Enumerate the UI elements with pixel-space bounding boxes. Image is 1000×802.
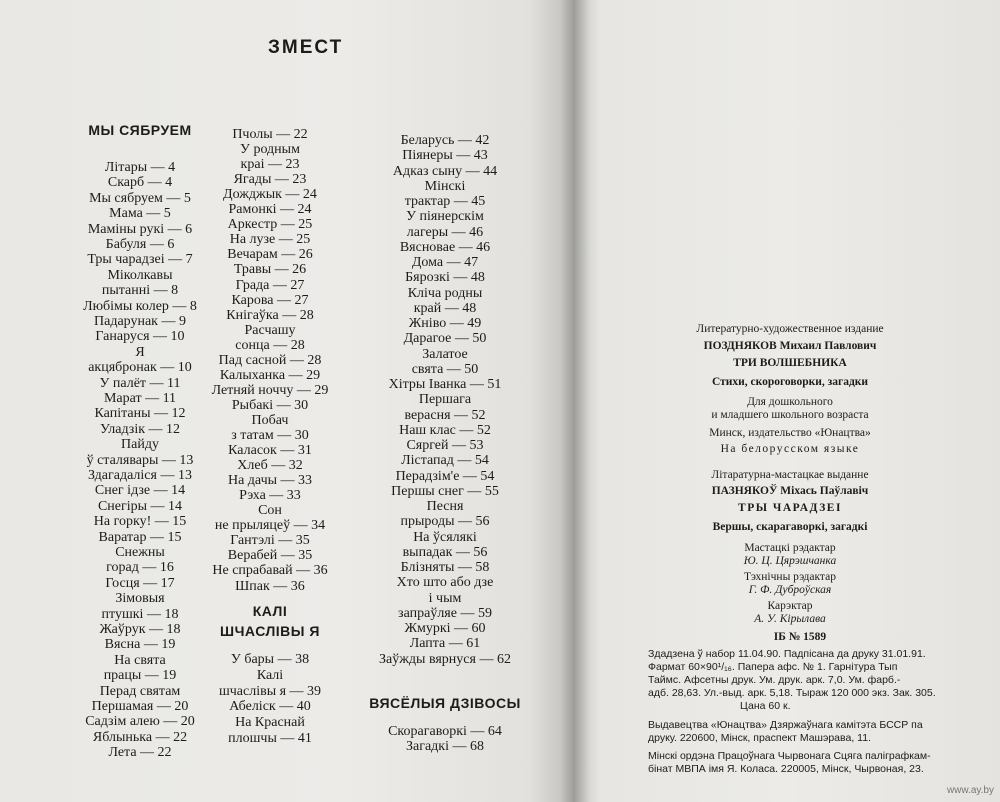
toc-entry: Карова — 27 xyxy=(231,293,309,308)
toc-entry: Калыханка — 29 xyxy=(219,368,321,383)
toc-entry: Жніво — 49 xyxy=(408,316,482,331)
toc-entry: Дожджык — 24 xyxy=(223,187,317,202)
imprint-tech-4: адб. 28,63. Ул.-выд. арк. 5,18. Тыраж 120 000 экз. Зак. 305. xyxy=(648,687,936,699)
toc-entry: свята — 50 xyxy=(411,362,479,377)
toc-entry: Аркестр — 25 xyxy=(227,217,313,232)
toc-entry: У бары — 38 xyxy=(230,652,310,667)
toc-entry: Любімы колер — 8 xyxy=(83,299,197,314)
imprint-ru-lang: На белорусском языке xyxy=(720,443,860,455)
toc-entry: Бабуля — 6 xyxy=(105,237,175,252)
toc-entry: Кнігаўка — 28 xyxy=(226,308,314,323)
toc-entry: Жмуркі — 60 xyxy=(404,621,486,636)
toc-entry: Здагадаліся — 13 xyxy=(88,468,192,483)
toc-entry: Яблынька — 22 xyxy=(92,730,188,745)
toc-entry: Маміны рукі — 6 xyxy=(87,222,193,237)
toc-entry: Калі xyxy=(256,668,284,683)
toc-entry: Дома — 47 xyxy=(411,255,479,270)
toc-entry: прыроды — 56 xyxy=(400,514,490,529)
imprint-ru-author: ПОЗДНЯКОВ Михаил Павлович xyxy=(703,340,877,352)
toc-entry: Не спрабавай — 36 xyxy=(212,563,328,578)
toc-entry: На горку! — 15 xyxy=(93,514,187,529)
toc-entry: На Краснай xyxy=(235,715,305,730)
toc-entry: Кліча родны xyxy=(407,286,483,301)
toc-entry: Хлеб — 32 xyxy=(237,458,303,473)
imprint-tech-2: Фармат 60×90¹/₁₆. Папера афс. № 1. Гарнітура Тып xyxy=(648,661,898,673)
toc-entry: Вясна — 19 xyxy=(104,637,176,652)
toc-entry: не прыляцеў — 34 xyxy=(214,518,326,533)
toc-entry: У піянерскім xyxy=(406,209,484,224)
imprint-ru-type: Литературно-художественное издание xyxy=(696,323,884,335)
imprint-proofreader: А. У. Кірылава xyxy=(754,613,826,625)
toc-entry: На дачы — 33 xyxy=(227,473,313,488)
toc-entry: Загадкі — 68 xyxy=(406,739,484,754)
imprint-tech-editor: Г. Ф. Дуброўская xyxy=(748,584,832,596)
toc-entry: Мінскі xyxy=(424,179,466,194)
toc-entry: Бярозкі — 48 xyxy=(405,270,485,285)
toc-entry: і чым xyxy=(428,591,462,606)
section-heading: ВЯСЁЛЫЯ ДЗІВОСЫ xyxy=(369,695,521,711)
watermark: www.ay.by xyxy=(946,785,994,796)
toc-entry: Побач xyxy=(251,413,289,428)
toc-entry: Міколкавы xyxy=(107,268,173,283)
toc-entry: акцябронак — 10 xyxy=(88,360,192,375)
toc-entry: Лапта — 61 xyxy=(409,636,481,651)
imprint-tech-1: Здадзена ў набор 11.04.90. Падпісана да друку 31.01.91. xyxy=(648,648,926,660)
toc-entry: Скорагаворкі — 64 xyxy=(388,724,502,739)
toc-entry: Снегіры — 14 xyxy=(97,499,183,514)
imprint-proofreader-label: Карэктар xyxy=(767,600,813,612)
section-heading: КАЛІ xyxy=(252,603,288,619)
toc-entry: Рыбакі — 30 xyxy=(231,398,309,413)
toc-entry: Перадзім'е — 54 xyxy=(395,469,495,484)
book-spine xyxy=(560,0,590,802)
toc-entry: запраўляе — 59 xyxy=(398,606,492,621)
toc-entry: краі — 23 xyxy=(240,157,300,172)
toc-entry: Рэха — 33 xyxy=(239,488,301,503)
toc-entry: Вечарам — 26 xyxy=(227,247,313,262)
toc-entry: трактар — 45 xyxy=(404,194,486,209)
toc-entry: Сяргей — 53 xyxy=(406,438,484,453)
toc-entry: Капітаны — 12 xyxy=(94,406,186,421)
toc-entry: Пад сасной — 28 xyxy=(218,353,322,368)
toc-entry: з татам — 30 xyxy=(231,428,309,443)
imprint-printer-2: бінат МВПА імя Я. Коласа. 220005, Мінск, Чырвоная, 23. xyxy=(648,763,924,775)
toc-entry: Песня xyxy=(426,499,464,514)
toc-entry: Перад святам xyxy=(99,684,181,699)
toc-entry: Першамая — 20 xyxy=(91,699,189,714)
toc-entry: шчаслівы я — 39 xyxy=(218,684,322,699)
toc-entry: сонца — 28 xyxy=(235,338,305,353)
imprint-by-title: ТРЫ ЧАРАДЗЕІ xyxy=(738,502,842,514)
toc-entry: Каласок — 31 xyxy=(228,443,312,458)
toc-entry: Марат — 11 xyxy=(103,391,177,406)
toc-entry: Дарагое — 50 xyxy=(403,331,487,346)
toc-entry: Я xyxy=(135,345,145,360)
toc-entry: На свята xyxy=(114,653,166,668)
toc-entry: Снежны xyxy=(115,545,165,560)
toc-entry: Садзім алею — 20 xyxy=(85,714,195,729)
toc-entry: Мама — 5 xyxy=(109,206,171,221)
imprint-ru-title: ТРИ ВОЛШЕБНИКА xyxy=(733,357,847,369)
toc-entry: Сон xyxy=(258,503,282,518)
toc-entry: Хто што або дзе xyxy=(396,575,494,590)
imprint-ru-genre: Стихи, скороговорки, загадки xyxy=(711,376,869,388)
toc-entry: выпадак — 56 xyxy=(402,545,488,560)
toc-entry: ў сталявары — 13 xyxy=(86,453,194,468)
page-title: ЗМЕСТ xyxy=(268,37,344,58)
toc-entry: Госця — 17 xyxy=(105,576,175,591)
toc-entry: Верабей — 35 xyxy=(227,548,313,563)
imprint-ib-number: ІБ № 1589 xyxy=(773,631,827,643)
toc-entry: Беларусь — 42 xyxy=(400,133,490,148)
toc-entry: На лузе — 25 xyxy=(229,232,311,247)
imprint-by-author: ПАЗНЯКОЎ Міхась Паўлавіч xyxy=(711,485,869,497)
toc-entry: Заўжды вярнуся — 62 xyxy=(379,652,511,667)
toc-entry: Літары — 4 xyxy=(104,160,176,175)
toc-entry: плошчы — 41 xyxy=(228,731,312,746)
toc-entry: Скарб — 4 xyxy=(107,175,173,190)
toc-entry: Лістапад — 54 xyxy=(401,453,489,468)
toc-entry: Зімовыя xyxy=(115,591,165,606)
toc-entry: Абеліск — 40 xyxy=(229,699,311,714)
toc-entry: Пчолы — 22 xyxy=(232,127,308,142)
toc-entry: На ўсялякі xyxy=(413,530,477,545)
toc-entry: Рамонкі — 24 xyxy=(228,202,312,217)
imprint-art-editor: Ю. Ц. Цярэшчанка xyxy=(743,555,837,567)
toc-entry: Блізняты — 58 xyxy=(400,560,490,575)
toc-entry: Падарунак — 9 xyxy=(94,314,186,329)
toc-entry: працы — 19 xyxy=(103,668,177,683)
toc-entry: Залатое xyxy=(422,347,468,362)
imprint-by-genre: Вершы, скарагаворкі, загадкі xyxy=(712,521,868,533)
imprint-art-editor-label: Мастацкі рэдактар xyxy=(744,542,836,554)
toc-entry: Ганаруся — 10 xyxy=(95,329,185,344)
toc-entry: Мы сябруем — 5 xyxy=(89,191,191,206)
toc-entry: верасня — 52 xyxy=(404,408,486,423)
toc-entry: Пайду xyxy=(121,437,159,452)
imprint-printer-1: Мінскі ордэна Працоўнага Чырвонага Сцяга паліграфкам- xyxy=(648,750,931,762)
toc-entry: Першы снег — 55 xyxy=(391,484,499,499)
toc-entry: Варатар — 15 xyxy=(98,530,182,545)
toc-entry: У родным xyxy=(240,142,300,157)
imprint-tech-5: Цана 60 к. xyxy=(740,700,791,712)
imprint-by-type: Літаратурна-мастацкае выданне xyxy=(711,469,869,481)
toc-entry: Уладзік — 12 xyxy=(99,422,181,437)
toc-entry: край — 48 xyxy=(413,301,477,316)
imprint-ru-age-1: Для дошкольного xyxy=(747,396,833,408)
imprint-publisher-2: друку. 220600, Мінск, праспект Машэрава, 11. xyxy=(648,732,871,744)
imprint-ru-city: Минск, издательство «Юнацтва» xyxy=(709,427,871,439)
toc-entry: Вясновае — 46 xyxy=(399,240,491,255)
toc-entry: Наш клас — 52 xyxy=(399,423,491,438)
toc-entry: Тры чарадзеі — 7 xyxy=(87,252,193,267)
toc-entry: Гантэлі — 35 xyxy=(230,533,310,548)
toc-entry: Расчашу xyxy=(244,323,296,338)
toc-entry: Града — 27 xyxy=(235,278,305,293)
imprint-ru-age-2: и младшего школьного возраста xyxy=(711,409,869,421)
toc-entry: Снег ідзе — 14 xyxy=(94,483,186,498)
imprint-tech-3: Таймс. Афсетны друк. Ум. друк. арк. 7,0. Ум. фарб.- xyxy=(648,674,901,686)
toc-entry: Лета — 22 xyxy=(108,745,172,760)
toc-entry: Адказ сыну — 44 xyxy=(392,164,498,179)
toc-entry: У палёт — 11 xyxy=(99,376,181,391)
section-heading: ШЧАСЛІВЫ Я xyxy=(220,623,320,639)
toc-entry: горад — 16 xyxy=(106,560,174,575)
toc-entry: Травы — 26 xyxy=(233,262,307,277)
toc-entry: пытанні — 8 xyxy=(101,283,179,298)
toc-entry: птушкі — 18 xyxy=(101,607,179,622)
toc-entry: Летняй ноччу — 29 xyxy=(211,383,329,398)
toc-entry: Жаўрук — 18 xyxy=(99,622,181,637)
toc-entry: лагеры — 46 xyxy=(406,225,484,240)
toc-entry: Першага xyxy=(418,392,472,407)
toc-entry: Ягады — 23 xyxy=(233,172,307,187)
toc-entry: Піянеры — 43 xyxy=(402,148,488,163)
toc-entry: Шпак — 36 xyxy=(235,579,305,594)
imprint-tech-editor-label: Тэхнічны рэдактар xyxy=(744,571,836,583)
section-heading: МЫ СЯБРУЕМ xyxy=(88,122,192,138)
toc-entry: Хітры Іванка — 51 xyxy=(388,377,502,392)
imprint-publisher-1: Выдавецтва «Юнацтва» Дзяржаўнага камітэта БССР па xyxy=(648,719,923,731)
